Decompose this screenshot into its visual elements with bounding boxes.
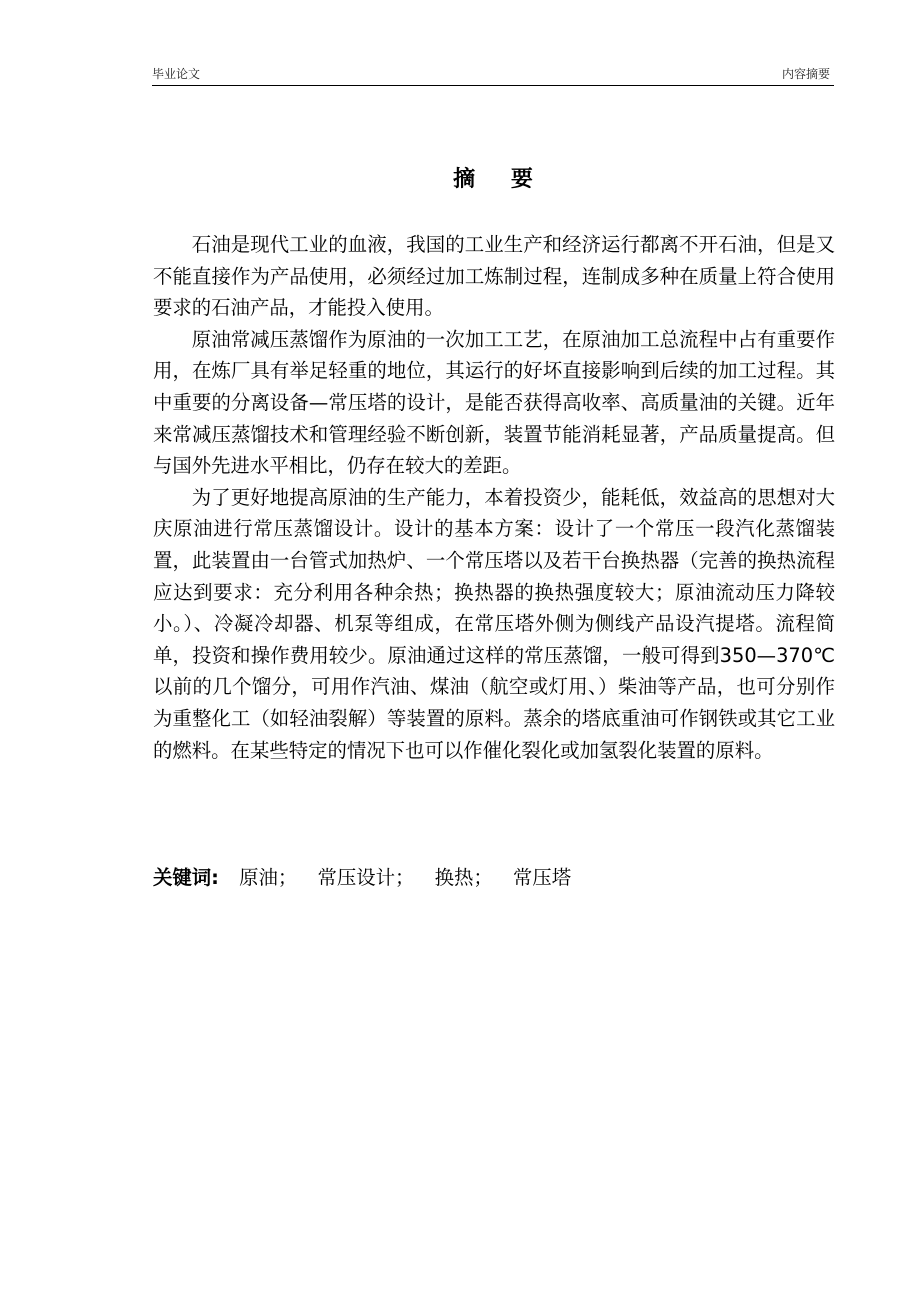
keyword-item: 常压设计 (317, 866, 396, 889)
keyword-separator: ； (473, 866, 493, 889)
keywords-label: 关键词: (153, 866, 219, 889)
abstract-paragraph-3: 为了更好地提高原油的生产能力，本着投资少，能耗低，效益高的思想对大庆原油进行常压蒸馏设计。设计的基本方案：设计了一个常压一段汽化蒸馏装置，此装置由一台管式加热炉、一个常压塔以及若干台换热器（完善的换热流程应达到要求：充分利用各种余热；换热器的换热强度较大；原油流动压力降较小。）、冷凝冷却器、机泵等组成，在常压塔外侧为侧线产品设汽提塔。流程简单，投资和操作费用较少。原油通过这样的常压蒸馏，一般可得到350—370℃以前的几个馏分，可用作汽油、煤油（航空或灯用、）柴油等产品，也可分别作为重整化工（如轻油裂解）等装置的原料。蒸余的塔底重油可作钢铁或其它工业的燃料。在某些特定的情况下也可以作催化裂化或加氢裂化装置的原料。 (153, 485, 835, 762)
header-thesis-label: 毕业论文 (152, 67, 201, 81)
header-divider (152, 85, 834, 86)
keyword-item: 常压塔 (512, 866, 572, 889)
keyword-separator: ； (395, 866, 415, 889)
abstract-paragraph-1: 石油是现代工业的血液，我国的工业生产和经济运行都离不开石油，但是又不能直接作为产品使用，必须经过加工炼制过程，连制成多种在质量上符合使用要求的石油产品，才能投入使用。 (153, 233, 835, 320)
keyword-item: 换热 (434, 866, 474, 889)
keyword-item: 原油 (239, 866, 278, 889)
abstract-title: 摘 要 (453, 167, 547, 192)
keywords-line (153, 862, 835, 894)
running-header (152, 66, 834, 86)
abstract-paragraph-2: 原油常减压蒸馏作为原油的一次加工工艺，在原油加工总流程中占有重要作用，在炼厂具有举足轻重的地位，其运行的好坏直接影响到后续的加工过程。其中重要的分离设备—常压塔的设计，是能否获得高收率、高质量油的关键。近年来常减压蒸馏技术和管理经验不断创新，装置节能消耗显著，产品质量提高。但与国外先进水平相比，仍存在较大的差距。 (153, 327, 835, 478)
keyword-separator: ； (277, 866, 298, 889)
header-section-label: 内容摘要 (781, 67, 830, 81)
abstract-body (153, 229, 835, 766)
